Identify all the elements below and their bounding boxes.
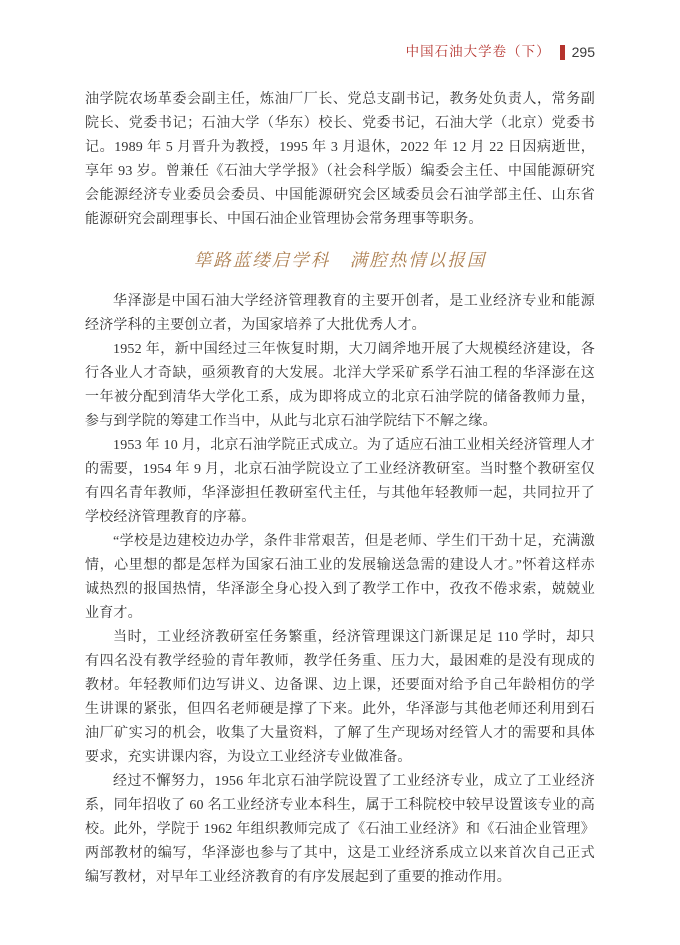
paragraph: 当时，工业经济教研室任务繁重，经济管理课这门新课足足 110 学时，却只有四名没有教学经验的青年教师，教学任务重、压力大，最困难的是没有现成的教材。年轻教师们边写讲义、边备课、边上课，还要面对给予自己年龄相仿的学生讲课的紧张，但四名老师硬是撑了下来。此外，华泽澎与其他老师还利用到石油厂矿实习的机会，收集了大量资料，了解了生产现场对经管人才的需要和具体要求，充实讲课内容，为设立工业经济专业做准备。 xyxy=(85,630,595,765)
paragraph: 经过不懈努力，1956 年北京石油学院设置了工业经济专业，成立了工业经济系，同年招收了 60 名工业经济专业本科生，属于工科院校中较早设置该专业的高校。此外，学院于 1962 年组织教师完成了《石油工业经济》和《石油企业管理》两部教材的编写，华泽澎也参与了其中，这是工业经济系成立以来首次自己正式编写教材，对早年工业经济教育的有序发展起到了重要的推动作用。 xyxy=(85,774,595,885)
header-divider-bar xyxy=(560,45,565,60)
paragraph: “学校是边建校边办学，条件非常艰苦，但是老师、学生们干劲十足，充满激情，心里想的都是怎样为国家石油工业的发展输送急需的建设人才。”怀着这样赤诚热烈的报国热情，华泽澎全身心投入到了教学工作中，孜孜不倦求索，兢兢业业育才。 xyxy=(85,534,595,621)
page-number: 295 xyxy=(571,44,595,60)
running-head-title: 中国石油大学卷（下） xyxy=(405,44,551,59)
section-heading: 筚路蓝缕启学科 满腔热情以报国 xyxy=(193,250,487,270)
running-head xyxy=(406,43,595,61)
paragraph-continuation: 油学院农场革委会副主任，炼油厂厂长、党总支副书记，教务处负责人，常务副院长、党委书记；石油大学（华东）校长、党委书记，石油大学（北京）党委书记。1989 年 5 月晋升为教授，1995 年 3 月退休，2022 年 12 月 22 日因病逝世，享年 93 岁。曾兼任《石油大学学报》（社会科学版）编委会主任、中国能源研究会能源经济专业委员会委员、中国能源研究会区域委员会石油学部主任、山东省能源研究会副理事长、中国石油企业管理协会常务理事等职务。 xyxy=(85,92,595,227)
paragraph: 华泽澎是中国石油大学经济管理教育的主要开创者，是工业经济专业和能源经济学科的主要创立者，为国家培养了大批优秀人才。 xyxy=(85,294,595,333)
paragraph: 1953 年 10 月，北京石油学院正式成立。为了适应石油工业相关经济管理人才的需要，1954 年 9 月，北京石油学院设立了工业经济教研室。当时整个教研室仅有四名青年教师，华泽澎担任教研室代主任，与其他年轻教师一起，共同拉开了学校经济管理教育的序幕。 xyxy=(85,438,595,525)
article-content xyxy=(85,88,595,890)
paragraph: 1952 年，新中国经过三年恢复时期，大刀阔斧地开展了大规模经济建设，各行各业人才奇缺，亟须教育的大发展。北洋大学采矿系学石油工程的华泽澎在这一年被分配到清华大学化工系，成为即将成立的北京石油学院的储备教师力量，参与到学院的筹建工作当中，从此与北京石油学院结下不解之缘。 xyxy=(85,342,595,429)
